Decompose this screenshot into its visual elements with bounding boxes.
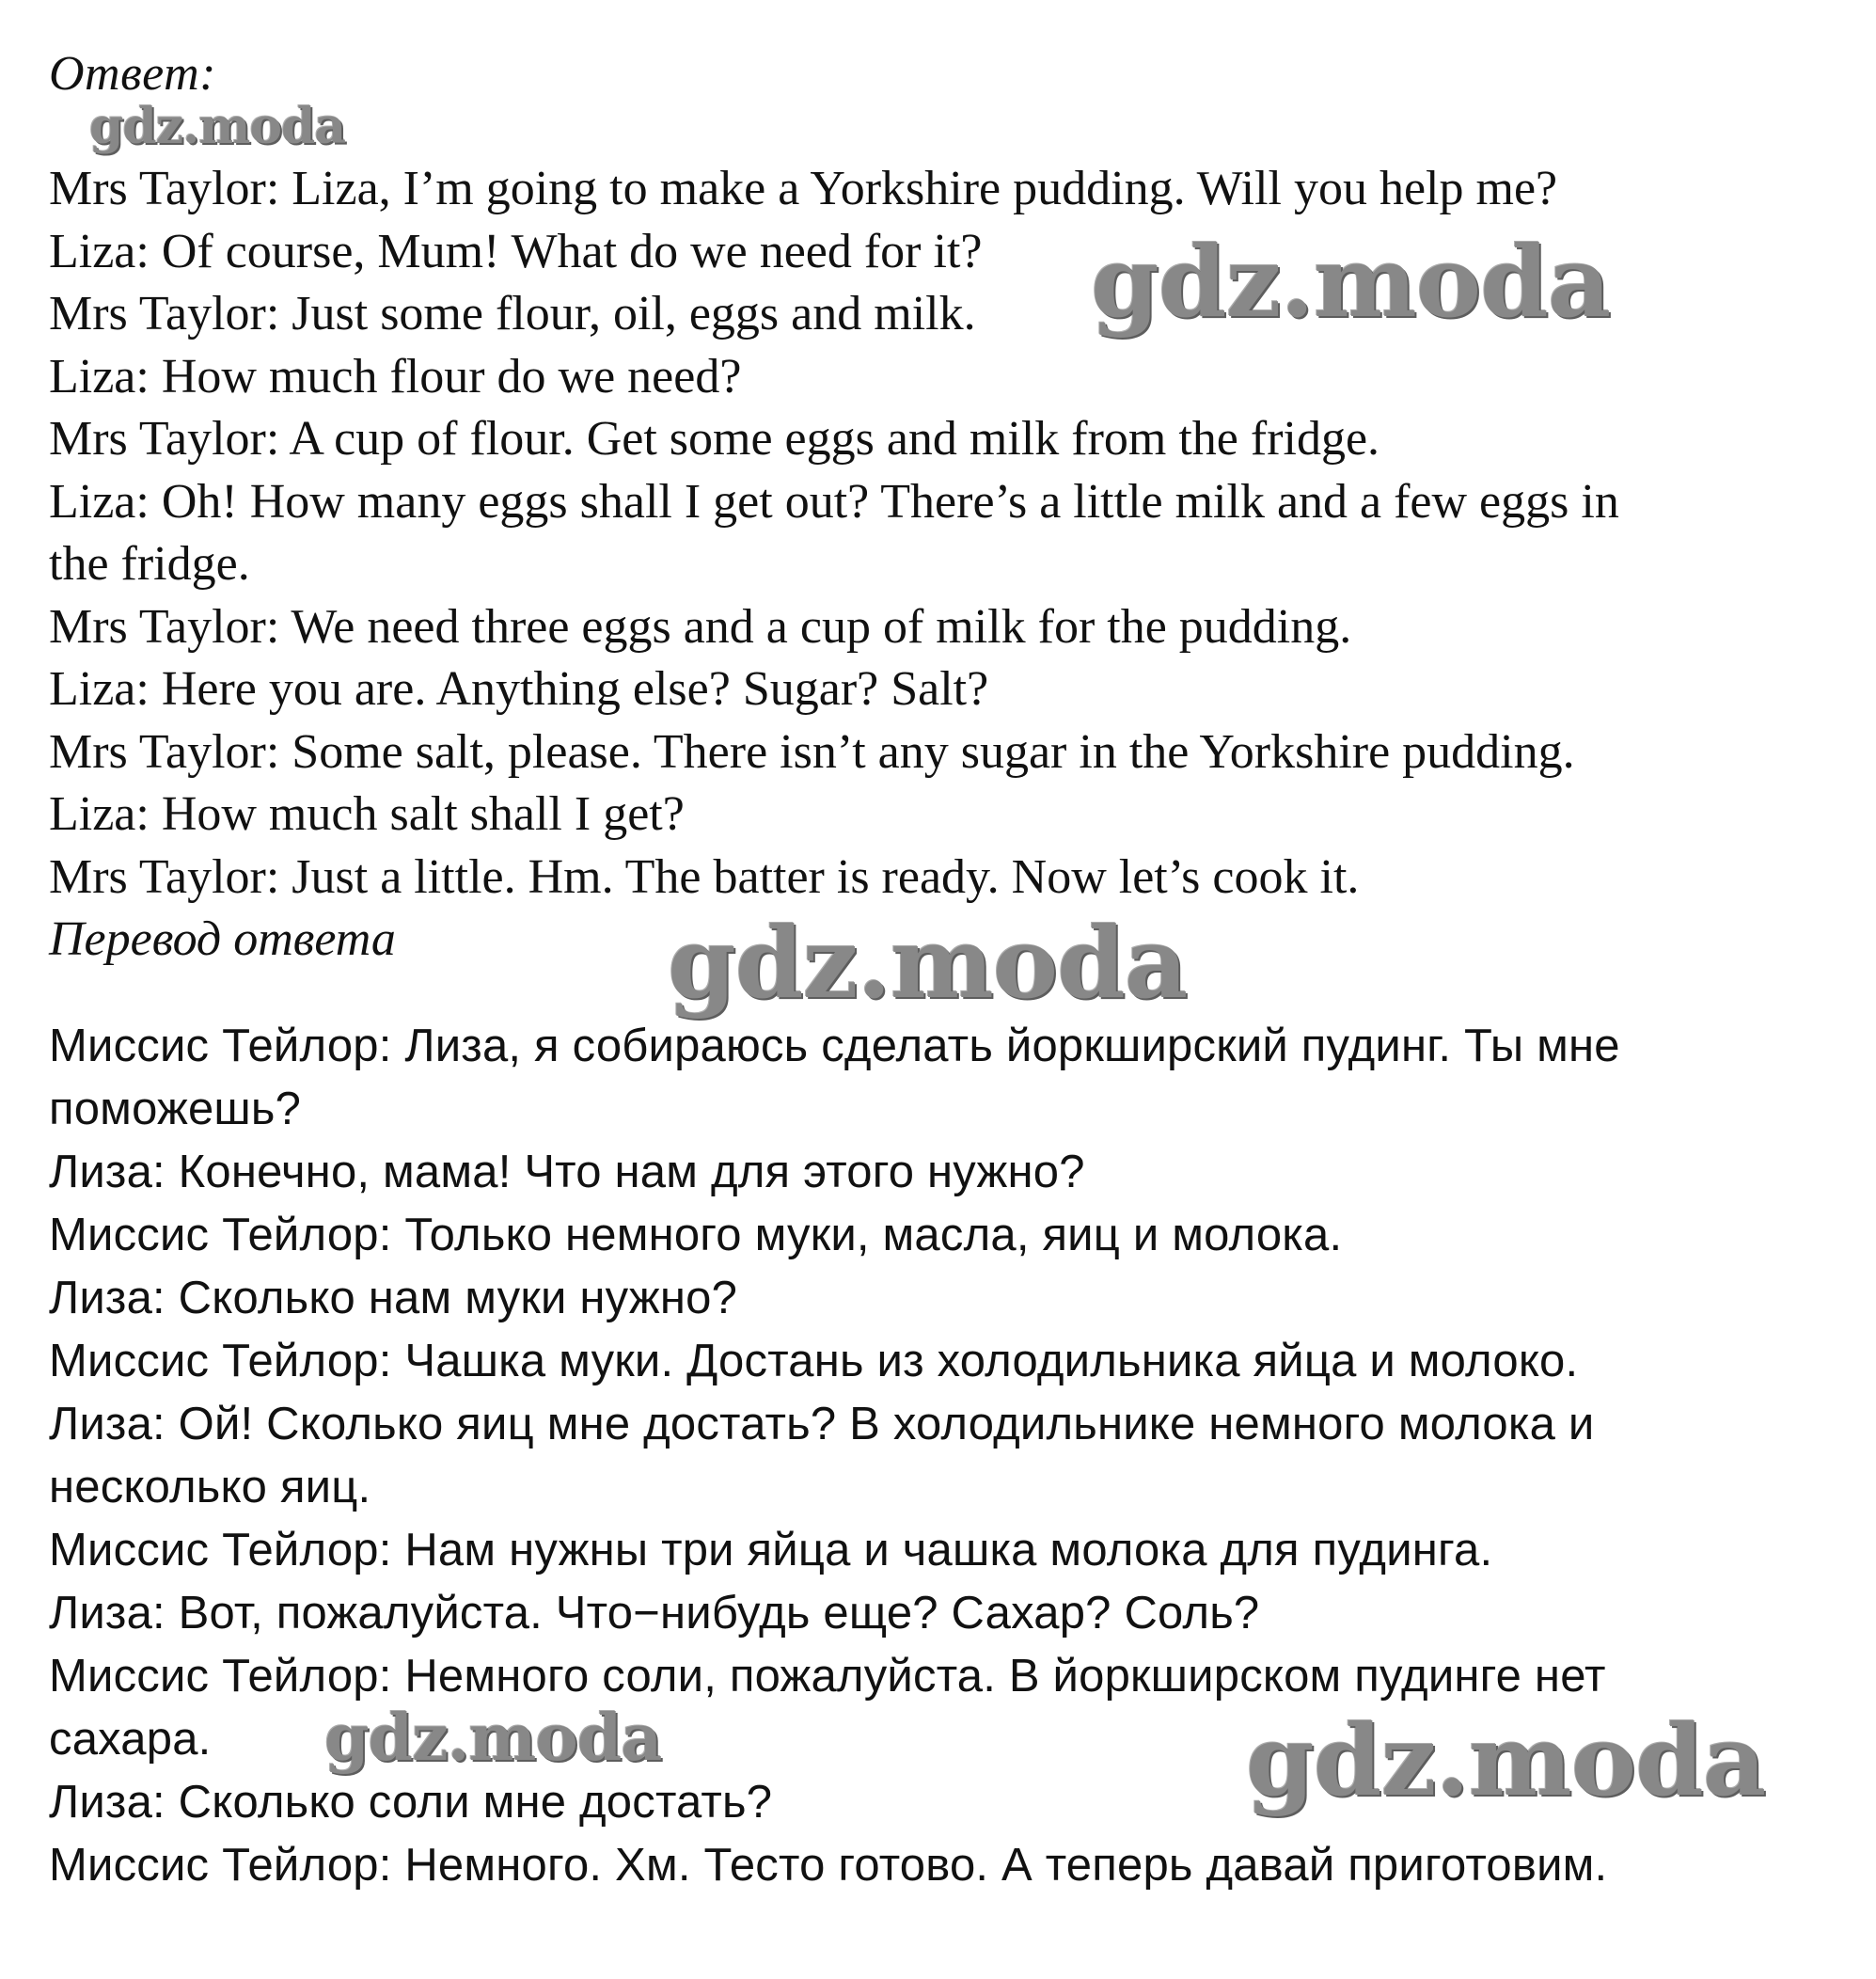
dialogue-line-en: Liza: Of course, Mum! What do we need for it? [49, 224, 983, 278]
dialogue-line-ru: Лиза: Вот, пожалуйста. Что−нибудь еще? Сахар? Соль? [49, 1587, 1260, 1639]
dialogue-line-ru: Лиза: Сколько нам муки нужно? [49, 1272, 738, 1323]
dialogue-line-ru: Миссис Тейлор: Немного. Хм. Тесто готово. А теперь давай приготовим. [49, 1839, 1608, 1891]
dialogue-line-ru: Лиза: Сколько соли мне достать? [49, 1776, 773, 1828]
watermark: gdz.moda [1091, 224, 1611, 340]
dialogue-line-ru: Миссис Тейлор: Нам нужны три яйца и чашка молока для пудинга. [49, 1524, 1493, 1575]
dialogue-line-ru: Лиза: Ой! Сколько яиц мне достать? В холодильнике немного молока и [49, 1398, 1595, 1449]
dialogue-line-en: Liza: How much flour do we need? [49, 349, 742, 404]
dialogue-line-en: Liza: How much salt shall I get? [49, 787, 685, 841]
dialogue-line-en: Liza: Oh! How many eggs shall I get out? There’s a little milk and a few eggs in [49, 474, 1619, 529]
dialogue-line-ru: Миссис Тейлор: Лиза, я собираюсь сделать йоркширский пудинг. Ты мне [49, 1020, 1620, 1071]
translation-heading: Перевод ответа [49, 912, 396, 966]
watermark: gdz.moda [324, 1701, 662, 1776]
dialogue-line-ru: Миссис Тейлор: Чашка муки. Достань из холодильника яйца и молоко. [49, 1335, 1579, 1386]
dialogue-line-en: the fridge. [49, 537, 250, 591]
dialogue-line-ru: несколько яиц. [49, 1461, 371, 1512]
dialogue-line-en: Mrs Taylor: Some salt, please. There isn’t any sugar in the Yorkshire pudding. [49, 724, 1575, 779]
dialogue-line-en: Liza: Here you are. Anything else? Sugar? Salt? [49, 662, 989, 716]
dialogue-line-en: Mrs Taylor: We need three eggs and a cup of milk for the pudding. [49, 599, 1352, 654]
dialogue-line-en: Mrs Taylor: Just some flour, oil, eggs and milk. [49, 287, 976, 340]
watermark: gdz.moda [1246, 1702, 1766, 1818]
dialogue-line-ru: поможешь? [49, 1083, 302, 1134]
dialogue-line-ru: сахара. [49, 1713, 212, 1765]
dialogue-line-en: Mrs Taylor: A cup of flour. Get some eggs and milk from the fridge. [49, 412, 1380, 466]
watermark: gdz.moda [89, 98, 346, 155]
dialogue-line-ru: Миссис Тейлор: Немного соли, пожалуйста. В йоркширском пудинге нет [49, 1650, 1606, 1702]
dialogue-line-ru: Миссис Тейлор: Только немного муки, масла, яиц и молока. [49, 1209, 1343, 1260]
answer-heading: Ответ: [49, 47, 216, 101]
watermark: gdz.moda [668, 905, 1188, 1021]
dialogue-line-ru: Лиза: Конечно, мама! Что нам для этого нужно? [49, 1146, 1085, 1197]
dialogue-line-en: Mrs Taylor: Liza, I’m going to make a Yorkshire pudding. Will you help me? [49, 162, 1558, 215]
dialogue-line-en: Mrs Taylor: Just a little. Hm. The batter is ready. Now let’s cook it. [49, 849, 1360, 904]
